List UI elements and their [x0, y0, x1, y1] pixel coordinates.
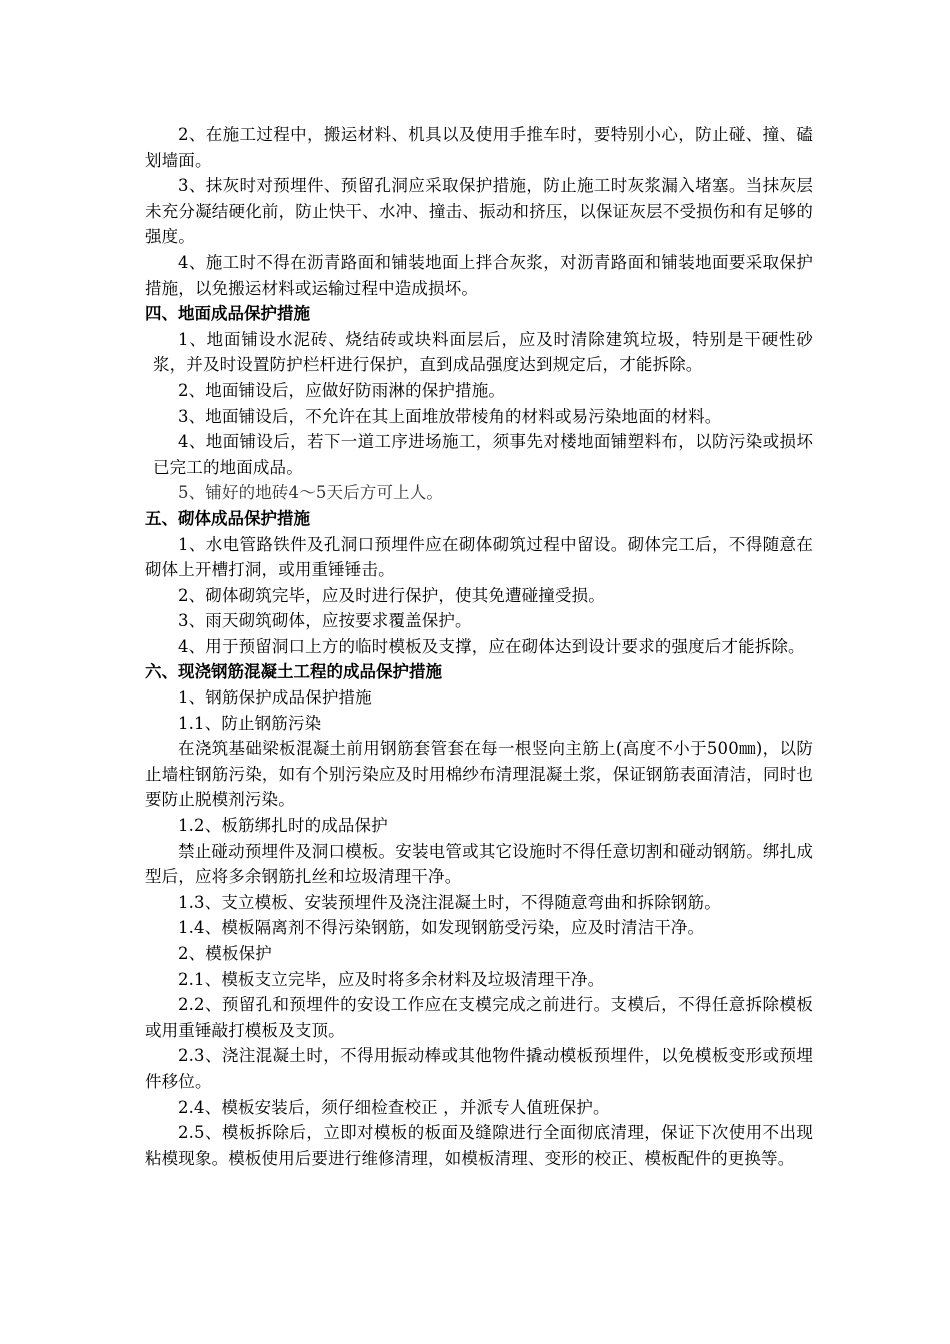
- paragraph: 禁止碰动预埋件及洞口模板。安装电管或其它设施时不得任意切割和碰动钢筋。绑扎成型后，应将多余钢筋扎丝和垃圾清理干净。: [145, 841, 813, 887]
- paragraph: 2.2、预留孔和预埋件的安设工作应在支模完成之前进行。支模后，不得任意拆除模板或用重锤敲打模板及支顶。: [145, 995, 813, 1040]
- paragraph: 2、砌体砌筑完毕，应及时进行保护，使其免遭碰撞受损。: [178, 585, 605, 605]
- paragraph: 3、雨天砌筑砌体，应按要求覆盖保护。: [178, 611, 472, 631]
- section-heading: 六、现浇钢筋混凝土工程的成品保护措施: [145, 662, 442, 682]
- paragraph: 2.3、浇注混凝土时，不得用振动棒或其他物件撬动模板预埋件，以免模板变形或预埋件移位。: [145, 1046, 813, 1091]
- paragraph: 2.1、模板支立完毕，应及时将多余材料及垃圾清理干净。: [178, 969, 605, 989]
- paragraph: 1、钢筋保护成品保护措施: [178, 688, 372, 708]
- paragraph: 1.3、支立模板、安装预埋件及浇注混凝土时，不得随意弯曲和拆除钢筋。: [178, 892, 721, 912]
- paragraph: 4、施工时不得在沥青路面和铺装地面上拌合灰浆，对沥青路面和铺装地面要采取保护措施，以免搬运材料或运输过程中造成损坏。: [145, 252, 813, 298]
- paragraph: 1、水电管路铁件及孔洞口预埋件应在砌体砌筑过程中留设。砌体完工后，不得随意在砌体上开槽打洞，或用重锤锤击。: [145, 534, 813, 580]
- paragraph: 在浇筑基础梁板混凝土前用钢筋套管套在每一根竖向主筋上(高度不小于500㎜)，以防止墙柱钢筋污染，如有个别污染应及时用棉纱布清理混凝土浆，保证钢筋表面清洁，同时也要防止脱模剂污染。: [145, 739, 813, 810]
- section-heading: 四、地面成品保护措施: [145, 304, 310, 324]
- paragraph: 1.2、板筋绑扎时的成品保护: [178, 816, 388, 836]
- paragraph: 1、地面铺设水泥砖、烧结砖或块料面层后，应及时清除建筑垃圾，特别是干硬性砂浆，并及时设置防护栏杆进行保护，直到成品强度达到规定后，才能拆除。: [153, 329, 813, 375]
- paragraph: 1.1、防止钢筋污染: [178, 713, 322, 733]
- paragraph: 2、在施工过程中，搬运材料、机具以及使用手推车时，要特别小心，防止碰、撞、磕划墙面。: [145, 125, 813, 170]
- paragraph: 3、抹灰时对预埋件、预留孔洞应采取保护措施，防止施工时灰浆漏入堵塞。当抹灰层未充分凝结硬化前，防止快干、水冲、撞击、振动和挤压，以保证灰层不受损伤和有足够的强度。: [145, 176, 813, 247]
- paragraph: 5、铺好的地砖4～5天后方可上人。: [178, 483, 444, 503]
- paragraph: 3、地面铺设后，不允许在其上面堆放带棱角的材料或易污染地面的材料。: [178, 406, 722, 426]
- paragraph: 1.4、模板隔离剂不得污染钢筋，如发现钢筋受污染，应及时清洁干净。: [178, 918, 705, 938]
- paragraph: 2、模板保护: [178, 944, 272, 963]
- paragraph: 2.4、模板安装后，须仔细检查校正 ，并派专人值班保护。: [178, 1097, 610, 1117]
- section-heading: 五、砌体成品保护措施: [145, 508, 310, 528]
- paragraph: 4、地面铺设后，若下一道工序进场施工，须事先对楼地面铺塑料布，以防污染或损坏已完工的地面成品。: [153, 432, 813, 477]
- document-body: [145, 122, 813, 1171]
- paragraph: 2、地面铺设后，应做好防雨淋的保护措施。: [178, 380, 505, 400]
- paragraph: 2.5、模板拆除后，立即对模板的板面及缝隙进行全面彻底清理，保证下次使用不出现粘模现象。模板使用后要进行维修清理，如模板清理、变形的校正、模板配件的更换等。: [145, 1123, 813, 1168]
- paragraph: 4、用于预留洞口上方的临时模板及支撑，应在砌体达到设计要求的强度后才能拆除。: [178, 636, 805, 656]
